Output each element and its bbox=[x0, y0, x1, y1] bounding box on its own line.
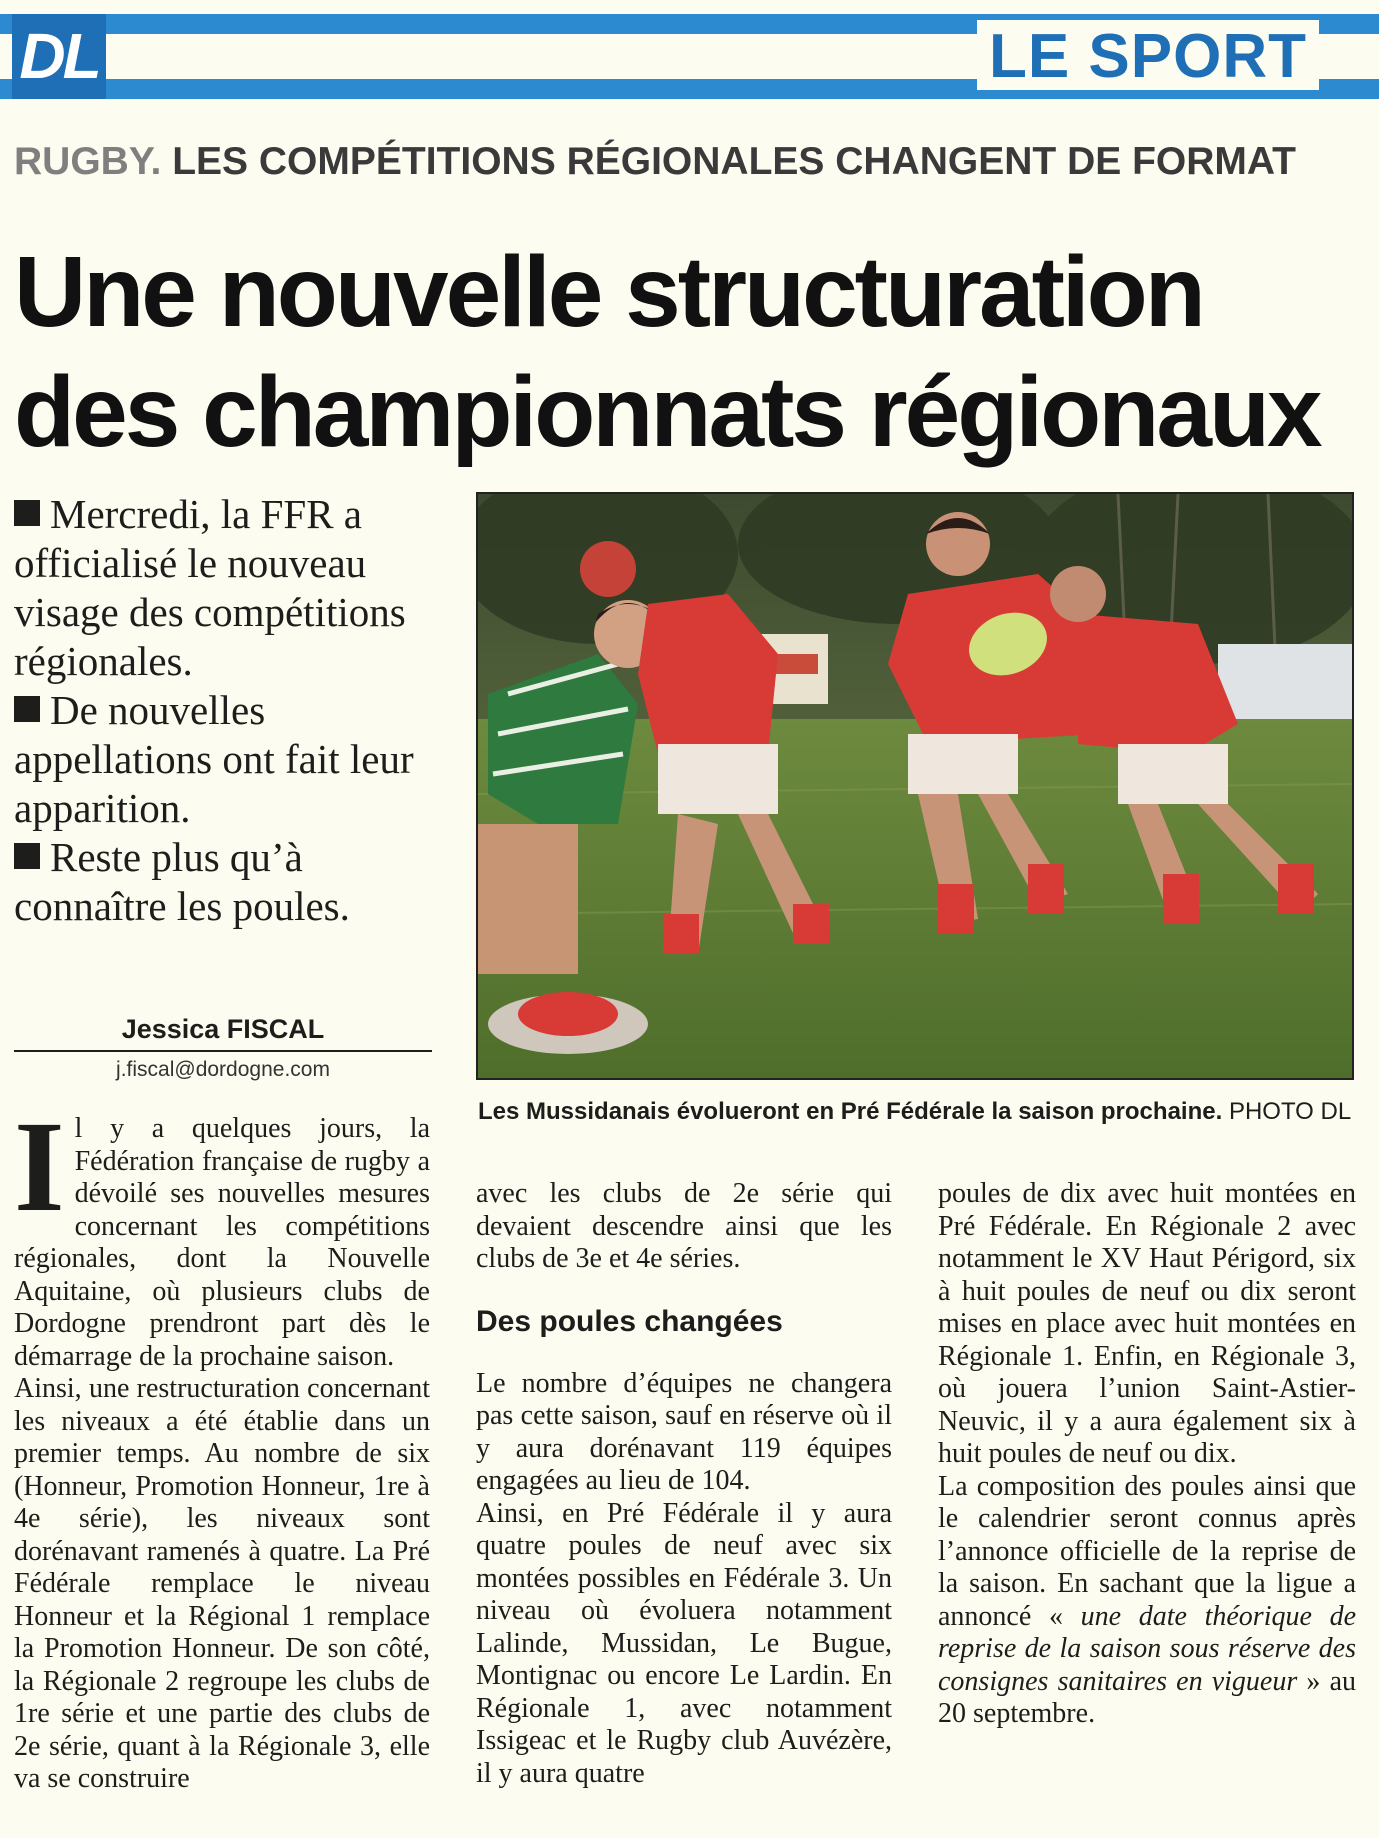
headline-line-2: des championnats régionaux bbox=[14, 356, 1320, 468]
section-title: LE SPORT bbox=[977, 20, 1319, 90]
rugby-scene-illustration bbox=[478, 494, 1352, 1078]
photo-caption bbox=[478, 1095, 1358, 1129]
rugby-photo bbox=[476, 492, 1354, 1080]
body-paragraph: Ainsi, une restructuration concernant les niveaux a été établie dans un premier temps. Au nombre de six (Honneur, Promotion Honneur, 1re à 4e série), les niveaux sont dorénavant ramenés à quatre. La Pré Fédérale remplace le niveau Honneur et la Régional 1 remplace la Promotion Honneur. De son côté, la Régionale 2 regroupe les clubs de 1re série et une partie des clubs de 2e série, quant à la Régionale 3, elle va se construire bbox=[14, 1373, 430, 1794]
subheading: Des poules changées bbox=[476, 1304, 783, 1338]
body-paragraph: Il y a quelques jours, la Fédération française de rugby a dévoilé ses nouvelles mesures concernant les compétitions régionales, dont la Nouvelle Aquitaine, où plusieurs clubs de Dordogne prendront part dès le démarrage de la prochaine saison. bbox=[14, 1095, 430, 1372]
drop-cap: I bbox=[14, 1095, 65, 1239]
headline bbox=[14, 232, 1374, 472]
kicker bbox=[14, 138, 1354, 186]
bullet-square-icon bbox=[14, 696, 40, 722]
kicker-label: RUGBY. bbox=[14, 140, 162, 183]
caption-text: Les Mussidanais évolueront en Pré Fédérale la saison prochaine. bbox=[478, 1098, 1223, 1125]
chapo-item: Mercredi, la FFR a officialisé le nouveau visage des compétitions régionales. bbox=[14, 491, 406, 684]
headline-line-1: Une nouvelle structuration bbox=[14, 236, 1203, 348]
bullet-square-icon bbox=[14, 500, 40, 526]
body-column-1 bbox=[14, 1095, 430, 1796]
newspaper-logo: DL bbox=[12, 14, 106, 99]
body-paragraph: avec les clubs de 2e série qui devaient descendre ainsi que les clubs de 3e et 4e séries. bbox=[476, 1178, 892, 1274]
author-name: Jessica FISCAL bbox=[121, 1014, 325, 1044]
kicker-text: LES COMPÉTITIONS RÉGIONALES CHANGENT DE FORMAT bbox=[172, 140, 1297, 183]
body-paragraph: La composition des poules ainsi que le calendrier seront connus après l’annonce officielle de la reprise de la saison. En sachant que la ligue a annoncé « une date théorique de reprise de la saison sous réserve des consignes sanitaires en vigueur » au 20 septembre. bbox=[938, 1470, 1356, 1729]
body-paragraph: poules de dix avec huit montées en Pré Fédérale. En Régionale 2 avec notamment le XV Haut Périgord, six à huit poules de neuf ou dix seront mises en place avec huit montées en Régionale 1. Enfin, en Régionale 3, où jouera l’union Saint-Astier-Neuvic, il y a aura également six à huit poules de neuf ou dix. bbox=[938, 1178, 1356, 1469]
chapo-item: De nouvelles appellations ont fait leur apparition. bbox=[14, 687, 414, 831]
bullet-square-icon bbox=[14, 843, 40, 869]
chapo-item: Reste plus qu’à connaître les poules. bbox=[14, 834, 350, 929]
chapo bbox=[14, 490, 434, 931]
body-paragraph: Le nombre d’équipes ne changera pas cette saison, sauf en réserve où il y aura dorénavant 119 équipes engagées au lieu de 104. bbox=[476, 1367, 892, 1496]
body-paragraph: Ainsi, en Pré Fédérale il y aura quatre poules de neuf avec six montées possibles en Fédérale 3. Un niveau où évoluera notamment Lalinde, Mussidan, Le Bugue, Montignac ou encore Le Lardin. En Régionale 1, avec notamment Issigeac et le Rugby club Auvézère, il y aura quatre bbox=[476, 1497, 892, 1789]
quote: une date théorique de reprise de la saison sous réserve des consignes sanitaires en vigueur bbox=[938, 1600, 1356, 1697]
photo-credit: PHOTO DL bbox=[1228, 1098, 1352, 1125]
author-email: j.fiscal@dordogne.com bbox=[116, 1058, 330, 1081]
body-column-3 bbox=[938, 1178, 1356, 1731]
body-column-2 bbox=[476, 1178, 892, 1790]
author-divider bbox=[14, 1050, 432, 1052]
